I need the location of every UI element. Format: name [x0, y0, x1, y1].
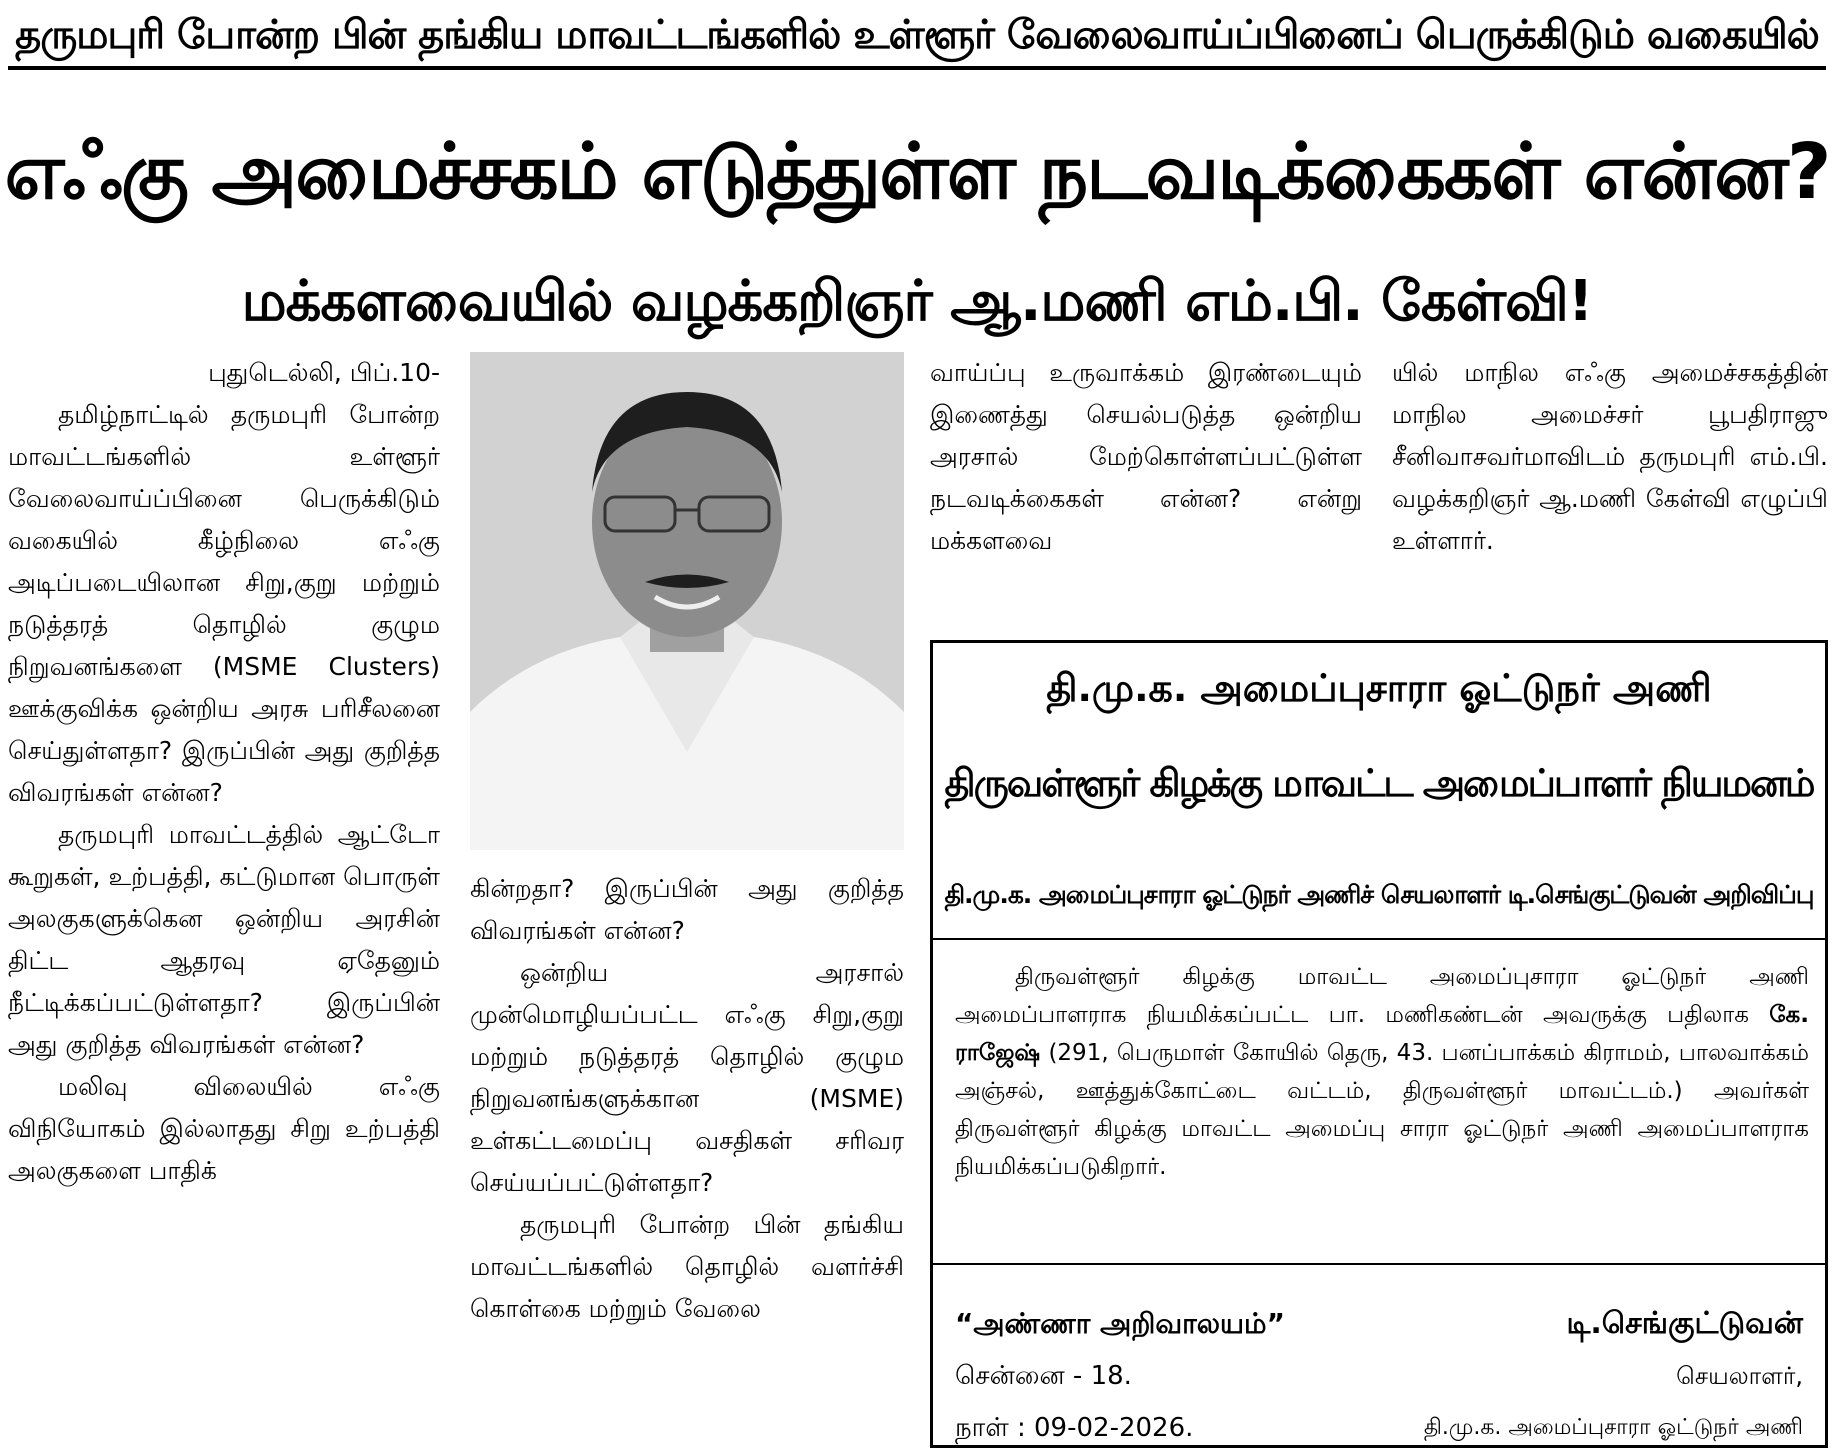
article-paragraph: ஒன்றிய அரசால் முன்மொழியப்பட்ட எஃகு சிறு,குறு மற்றும் நடுத்தரத் தொழில் குழும நிறுவனங்களுக்கான (MSME) உள்கட்டமைப்பு வசதிகள் சரிவர செய்யப்பட்டுள்ளதா? [470, 958, 904, 1197]
signatory-name: டி.செங்குட்டுவன் [1566, 1306, 1803, 1341]
appointee-name: கே. ராஜேஷ் [955, 1002, 1809, 1066]
person-portrait-image [470, 352, 904, 850]
notice-subheading: தி.மு.க. அமைப்புசாரா ஓட்டுநர் அணிச் செயலாளர் டி.செங்குட்டுவன் அறிவிப்பு [944, 880, 1814, 909]
office-city: சென்னை - 18. [955, 1361, 1132, 1391]
article-column-3 [930, 352, 1362, 622]
office-name: “அண்ணா அறிவாலயம்” [955, 1307, 1285, 1340]
article-column-4 [1392, 352, 1828, 622]
article-paragraph: யில் மாநில எஃகு அமைச்சகத்தின் மாநில அமைச்சர் பூபதிராஜு சீனிவாசவர்மாவிடம் தருமபுரி எம்.பி. வழக்கறிஞர் ஆ.மணி கேள்வி எழுப்பி உள்ளார். [1392, 358, 1828, 555]
article-column-2 [470, 868, 904, 1452]
article-paragraph: கின்றதா? இருப்பின் அது குறித்த விவரங்கள் என்ன? [470, 874, 904, 945]
sub-headline: மக்களவையில் வழக்கறிஞர் ஆ.மணி எம்.பி. கேள்வி! [241, 269, 1593, 334]
kicker-headline: தருமபுரி போன்ற பின் தங்கிய மாவட்டங்களில் உள்ளூர் வேலைவாய்ப்பினைப் பெருக்கிடும் வகையில் [8, 4, 1826, 70]
notice-title: தி.மு.க. அமைப்புசாரா ஓட்டுநர் அணி [1046, 666, 1712, 710]
portrait-photo [470, 352, 904, 850]
article-paragraph: மலிவு விலையில் எஃகு விநியோகம் இல்லாதது சிறு உற்பத்தி அலகுகளை பாதிக் [8, 1072, 440, 1185]
divider [933, 938, 1825, 940]
notice-footer-left [955, 1298, 1385, 1454]
article-dateline: புதுடெல்லி, பிப்.10- [208, 358, 440, 387]
article-column-1 [8, 352, 440, 1452]
divider [933, 1263, 1825, 1265]
notice-heading: திருவள்ளூர் கிழக்கு மாவட்ட அமைப்பாளர் நியமனம் [944, 761, 1814, 805]
notice-body-text: திருவள்ளூர் கிழக்கு மாவட்ட அமைப்புசாரா ஓட்டுநர் அணி அமைப்பாளராக நியமிக்கப்பட்ட பா. மணிகண்டன் அவருக்கு பதிலாக [955, 964, 1809, 1028]
notice-body [955, 958, 1809, 1186]
signatory-designation: செயலாளர், [1676, 1362, 1803, 1390]
main-headline: எஃகு அமைச்சகம் எடுத்துள்ள நடவடிக்கைகள் என்ன? [4, 128, 1830, 217]
article-paragraph: தருமபுரி போன்ற பின் தங்கிய மாவட்டங்களில் தொழில் வளர்ச்சி கொள்கை மற்றும் வேலை [470, 1210, 904, 1323]
article-paragraph: தமிழ்நாட்டில் தருமபுரி போன்ற மாவட்டங்களில் உள்ளூர் வேலைவாய்ப்பினை பெருக்கிடும் வகையில் கீழ்நிலை எஃகு அடிப்படையிலான சிறு,குறு மற்றும் நடுத்தரத் தொழில் குழும நிறுவனங்களை (MSME Clusters) ஊக்குவிக்க ஒன்றிய அரசு பரிசீலனை செய்துள்ளதா? இருப்பின் அது குறித்த விவரங்கள் என்ன? [8, 400, 440, 807]
article-paragraph: தருமபுரி மாவட்டத்தில் ஆட்டோ கூறுகள், உற்பத்தி, கட்டுமான பொருள் அலகுகளுக்கென ஒன்றிய அரசின் திட்ட ஆதரவு ஏதேனும் நீட்டிக்கப்பட்டுள்ளதா? இருப்பின் அது குறித்த விவரங்கள் என்ன? [8, 820, 440, 1059]
signatory-organization: தி.மு.க. அமைப்புசாரா ஓட்டுநர் அணி [1423, 1415, 1803, 1440]
notice-date: நாள் : 09-02-2026. [955, 1413, 1194, 1443]
notice-footer-right [1373, 1298, 1803, 1454]
notice-body-text: (291, பெருமாள் கோயில் தெரு, 43. பனப்பாக்கம் கிராமம், பாலவாக்கம் அஞ்சல், ஊத்துக்கோட்டை வட்டம், திருவள்ளூர் மாவட்டம்.) அவர்கள் திருவள்ளூர் கிழக்கு மாவட்ட அமைப்பு சாரா ஓட்டுநர் அணி அமைப்பாளராக நியமிக்கப்படுகிறார். [955, 1040, 1809, 1180]
article-paragraph: வாய்ப்பு உருவாக்கம் இரண்டையும் இணைத்து செயல்படுத்த ஒன்றிய அரசால் மேற்கொள்ளப்பட்டுள்ள நடவடிக்கைகள் என்ன? என்று மக்களவை [930, 358, 1362, 555]
party-notice-box [930, 640, 1828, 1448]
